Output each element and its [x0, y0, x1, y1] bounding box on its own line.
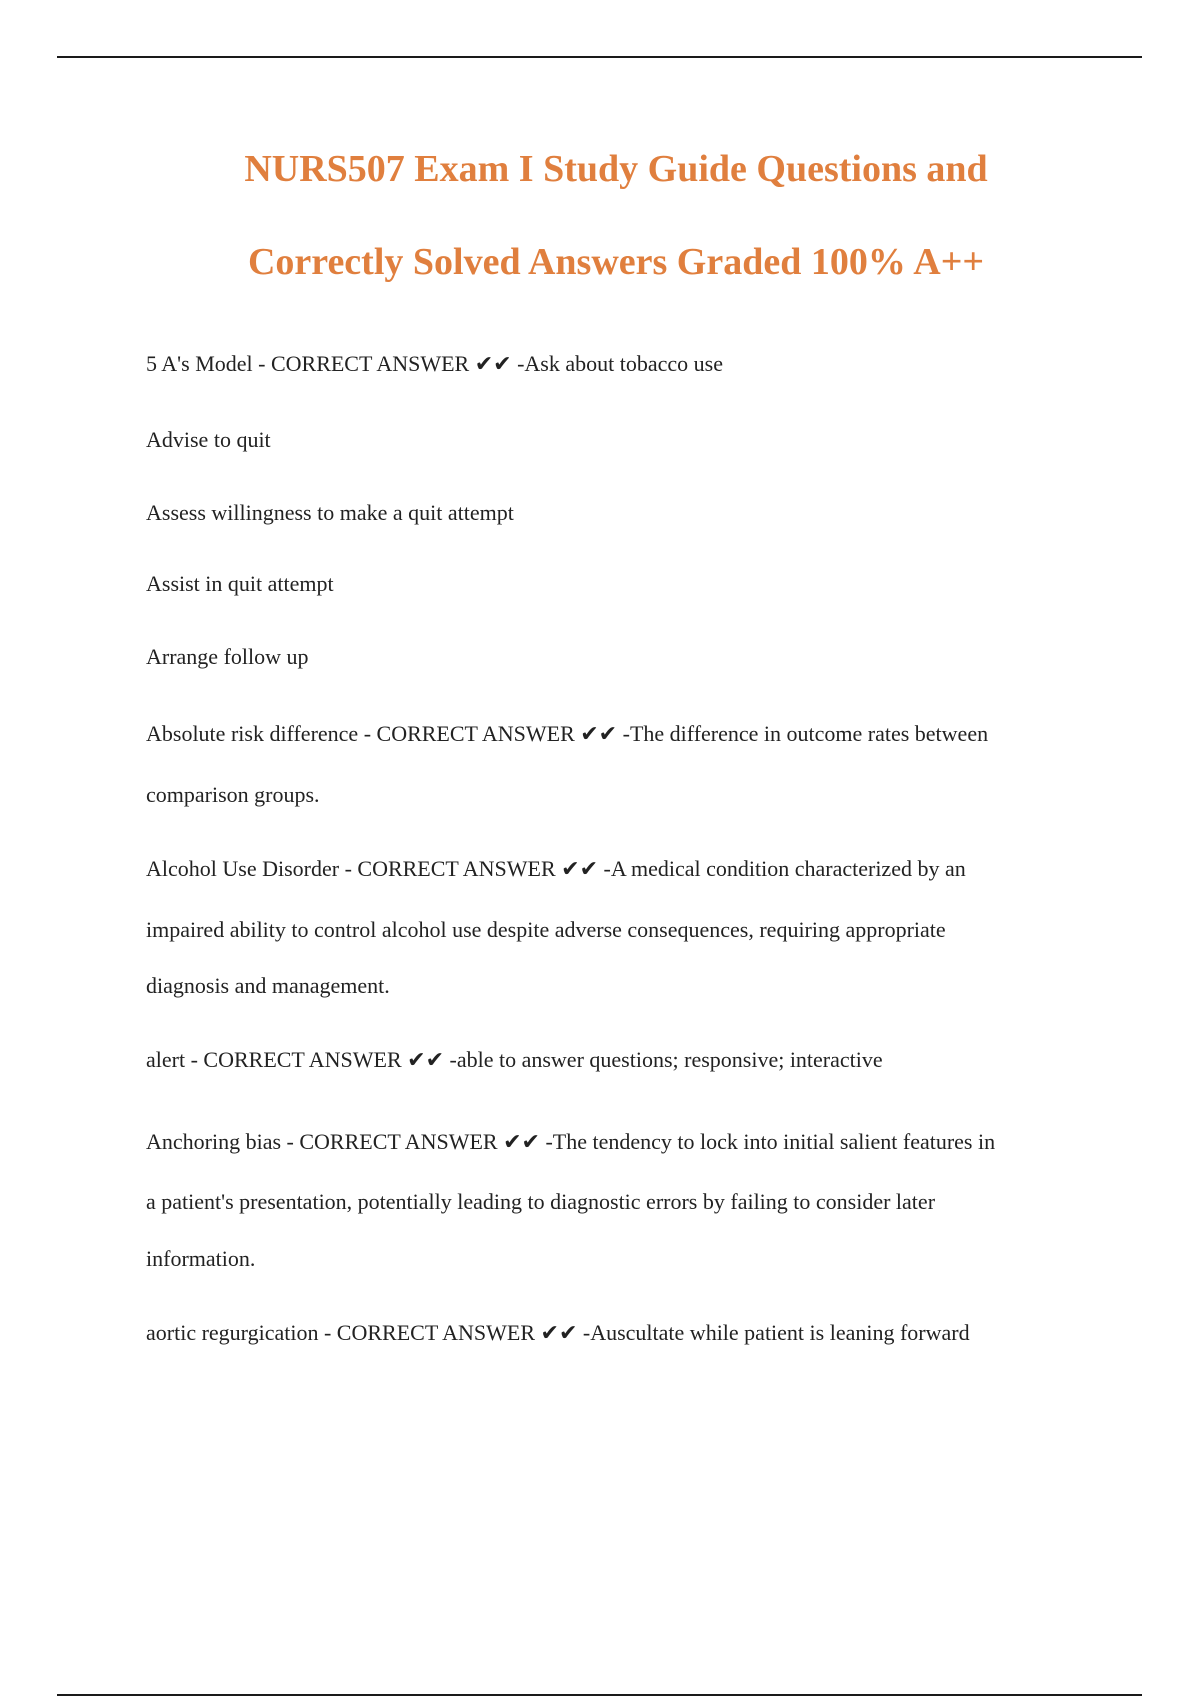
qa-line-absolute-risk: Absolute risk difference - CORRECT ANSWER ✔✔ -The difference in outcome rates between	[146, 721, 989, 746]
qa-line-aortic-regurgication: aortic regurgication - CORRECT ANSWER ✔✔ -Auscultate while patient is leaning forward	[146, 1320, 970, 1345]
qa-line-anchoring-bias: Anchoring bias - CORRECT ANSWER ✔✔ -The tendency to lock into initial salient features in	[146, 1129, 996, 1154]
qa-line-alcohol-use-cont-2: diagnosis and management.	[146, 973, 390, 998]
qa-line-advise: Advise to quit	[146, 427, 271, 452]
qa-line-assist: Assist in quit attempt	[146, 571, 334, 596]
qa-line-alert: alert - CORRECT ANSWER ✔✔ -able to answer questions; responsive; interactive	[146, 1047, 883, 1072]
qa-line-assess: Assess willingness to make a quit attempt	[146, 500, 514, 525]
document-title-line-1: NURS507 Exam I Study Guide Questions and	[244, 148, 988, 190]
top-rule	[57, 56, 1142, 58]
document-title-line-2: Correctly Solved Answers Graded 100% A++	[247, 241, 985, 283]
bottom-rule	[57, 1694, 1142, 1696]
qa-line-alcohol-use: Alcohol Use Disorder - CORRECT ANSWER ✔✔ -A medical condition characterized by an	[146, 856, 966, 881]
qa-line-5as-model: 5 A's Model - CORRECT ANSWER ✔✔ -Ask about tobacco use	[146, 351, 723, 376]
qa-line-anchoring-bias-cont-1: a patient's presentation, potentially leading to diagnostic errors by failing to consider later	[146, 1189, 936, 1214]
qa-line-absolute-risk-cont: comparison groups.	[146, 782, 320, 807]
qa-line-alcohol-use-cont-1: impaired ability to control alcohol use despite adverse consequences, requiring appropriate	[146, 917, 946, 942]
qa-line-arrange: Arrange follow up	[146, 644, 309, 669]
qa-line-anchoring-bias-cont-2: information.	[146, 1246, 256, 1271]
